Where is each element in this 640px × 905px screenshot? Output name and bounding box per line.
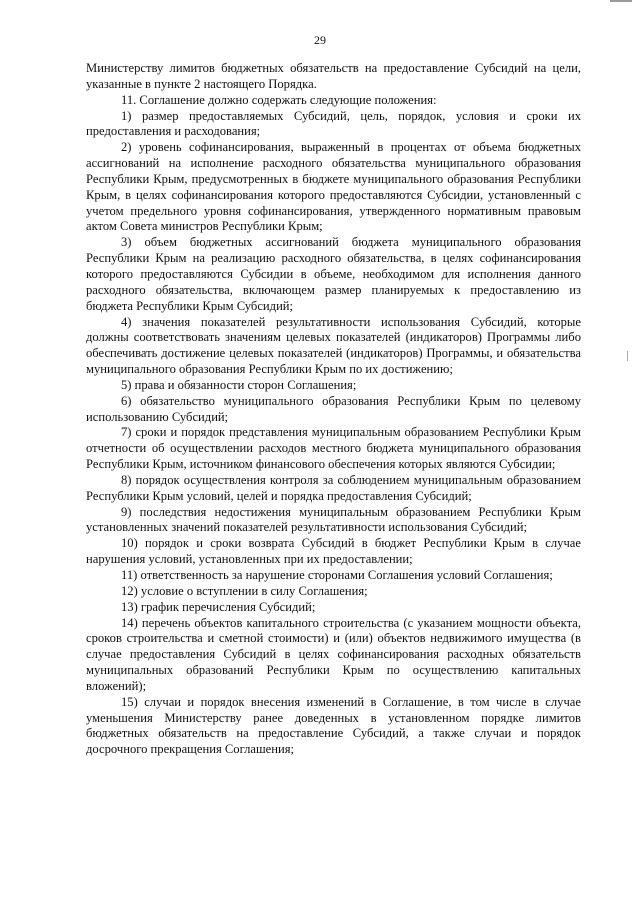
list-item-1: 1) размер предоставляемых Субсидий, цель, порядок, условия и сроки их предоставления и расходования; [86,108,581,139]
list-item-2: 2) уровень софинансирования, выраженный в процентах от объема бюджетных ассигнований на исполнение расходного обязательства муниципального образования Республики Крым, предусмотренных в бюджете муниципального образования Республики Крым, в целях софинансирования которого предоставляются Субсидии, установленный с учетом предельного уровня софинансирования, утвержденного нормативным правовым актом Совета министров Республики Крым; [86,140,581,234]
list-item-14: 14) перечень объектов капитального строительства (с указанием мощности объекта, сроков строительства и сметной стоимости) и (или) объектов недвижимого имущества (в случае предоставления Субсидий в целях софинансирования расходных обязательств муниципальных образований Республики Крым по осуществлению капитальных вложений); [86,615,581,693]
list-item-11: 11) ответственность за нарушение сторонами Соглашения условий Соглашения; [121,568,553,582]
scan-margin-mark [627,351,628,361]
list-item-9: 9) последствия недостижения муниципальным образованием Республики Крым установленных значений показателей результативности использования Субсидий; [86,504,581,535]
page-number: 29 [314,33,326,47]
list-item-3: 3) объем бюджетных ассигнований бюджета муниципального образования Республики Крым на реализацию расходного обязательства, в целях софинансирования которого предоставляются Субсидии в объеме, необходимом для исполнения данного расходного обязательства, включающем размер планируемых к предоставлению из бюджета Республики Крым Субсидий; [86,235,581,313]
paragraph-continuation: Министерству лимитов бюджетных обязательств на предоставление Субсидий на цели, указанные в пункте 2 настоящего Порядка. [86,61,581,91]
document-body [86,61,581,758]
paragraph-clause-11: 11. Соглашение должно содержать следующие положения: [121,92,437,107]
list-item-7: 7) сроки и порядок представления муниципальным образованием Республики Крым отчетности об осуществлении расходов местного бюджета муниципального образования Республики Крым, источником финансового обеспечения которых являются Субсидии; [86,425,581,472]
scan-corner-mark [610,0,632,2]
list-item-5: 5) права и обязанности сторон Соглашения; [121,377,357,392]
list-item-4: 4) значения показателей результативности использования Субсидий, которые должны соответствовать значениям целевых показателей (индикаторов) Программы либо обеспечивать достижение целевых показателей (индикаторов) Программы, и обязательства муниципального образования Республики Крым по их достижению; [86,314,581,377]
list-item-15: 15) случаи и порядок внесения изменений в Соглашение, в том числе в случае уменьшения Министерству ранее доведенных в установленном порядке лимитов бюджетных обязательств на предоставление Субсидий, а также случаи и порядок досрочного прекращения Соглашения; [86,694,581,757]
list-item-8: 8) порядок осуществления контроля за соблюдением муниципальным образованием Республики Крым условий, целей и порядка предоставления Субсидий; [86,472,581,503]
list-item-6: 6) обязательство муниципального образования Республики Крым по целевому использованию Субсидий; [86,393,581,424]
list-item-12: 12) условие о вступлении в силу Соглашения; [121,583,368,598]
list-item-13: 13) график перечисления Субсидий; [121,599,316,614]
list-item-10: 10) порядок и сроки возврата Субсидий в бюджет Республики Крым в случае нарушения условий, установленных при их предоставлении; [86,536,581,567]
